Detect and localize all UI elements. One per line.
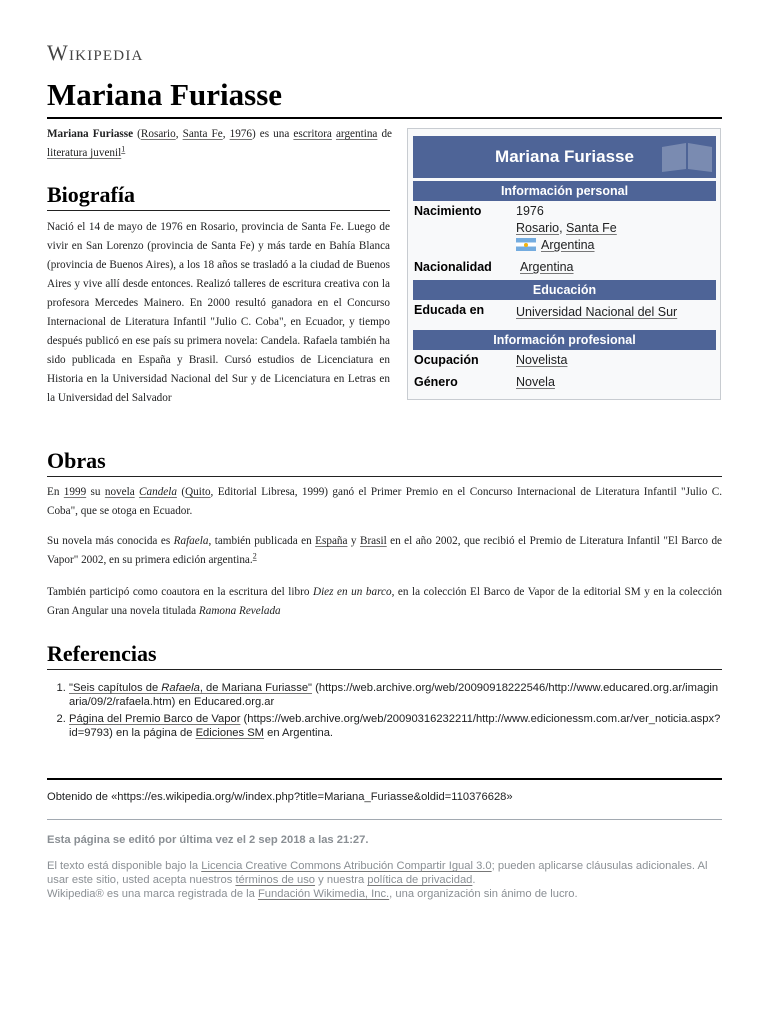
license-text bbox=[47, 859, 722, 901]
license-text-part: El texto está disponible bajo la bbox=[47, 860, 202, 872]
link-argentina[interactable]: argentina bbox=[335, 128, 378, 140]
label-ocupacion: Ocupación bbox=[414, 353, 479, 367]
infobox-section-profesional: Información profesional bbox=[413, 330, 716, 350]
intro-text: ) es una bbox=[251, 128, 294, 140]
separator: , bbox=[559, 221, 567, 235]
link-license[interactable]: Licencia Creative Commons Atribución Compartir Igual 3.0 bbox=[201, 860, 492, 872]
obras-text: , también publicada en bbox=[208, 535, 316, 547]
heading-biografia: Biografía bbox=[47, 181, 390, 211]
title-rafaela: Rafaela bbox=[173, 535, 209, 547]
value-genero bbox=[516, 375, 555, 389]
link-rosario[interactable]: Rosario bbox=[140, 128, 176, 140]
label-genero: Género bbox=[414, 375, 458, 389]
link-novela[interactable]: novela bbox=[104, 486, 135, 498]
heading-referencias: Referencias bbox=[47, 640, 722, 670]
infobox-title: Mariana Furiasse bbox=[495, 147, 634, 166]
value-nacimiento-place bbox=[516, 221, 617, 235]
title-diez-en-un-barco: Diez en un barco bbox=[312, 586, 392, 598]
intro-paragraph bbox=[47, 125, 392, 163]
last-edited: Esta página se editó por última vez el 2 sep 2018 a las 21:27. bbox=[47, 834, 369, 846]
link-novela[interactable]: Novela bbox=[516, 375, 555, 389]
link-literatura-juvenil[interactable]: literatura juvenil bbox=[47, 147, 122, 160]
link-terms-of-use[interactable]: términos de uso bbox=[235, 874, 316, 886]
footer-divider bbox=[47, 819, 722, 820]
infobox-section-educacion: Educación bbox=[413, 280, 716, 300]
link-1976[interactable]: 1976 bbox=[229, 128, 252, 140]
link-argentina[interactable]: Argentina bbox=[520, 260, 574, 274]
infobox bbox=[407, 128, 721, 400]
ref-text: , de Mariana Furiasse" bbox=[199, 682, 313, 694]
value-nacimiento-country bbox=[516, 238, 595, 252]
intro-text: , bbox=[175, 128, 183, 140]
link-argentina[interactable]: Argentina bbox=[541, 238, 595, 252]
obras-paragraph-1 bbox=[47, 483, 722, 521]
value-nacimiento-year: 1976 bbox=[516, 204, 544, 218]
link-espana[interactable]: España bbox=[315, 535, 348, 547]
value-nacionalidad bbox=[520, 260, 574, 274]
heading-obras: Obras bbox=[47, 447, 722, 477]
value-educada-en bbox=[516, 305, 677, 319]
link-novelista[interactable]: Novelista bbox=[516, 353, 568, 367]
reference-item-1 bbox=[69, 681, 722, 709]
obras-text: en el año 2002, que recibió el Premio de Literatura Infantil "El Barco de Vapor" 2002, en su primera edición argentina. bbox=[47, 535, 723, 567]
biografia-paragraph: Nació el 14 de mayo de 1976 en Rosario, provincia de Santa Fe. Luego de vivir en San Lorenzo (provincia de Santa Fe) y más tarde en Bahía Blanca (provincia de Buenos Aires), a los 18 años se trasladó a la ciudad de Buenos Aires y vive allí desde entonces. Realizó talleres de escritura creativa con la profesora Mercedes Mainero. En 2000 resultó ganadora en el Concurso Internacional de Literatura Infantil "Julio C. Coba", en Ecuador, y tiempo después publicó en ese país su primera novela: Candela. Rafaela también ha sido publicada en España y Brasil. Cursó estudios de Licenciatura en Historia en la Universidad Nacional del Sur y de Licenciatura en Letras en la Universidad del Salvador bbox=[47, 221, 390, 404]
value-ocupacion bbox=[516, 353, 567, 367]
page-title: Mariana Furiasse bbox=[47, 76, 722, 119]
retrieved-from: Obtenido de «https://es.wikipedia.org/w/index.php?title=Mariana_Furiasse&oldid=110376628» bbox=[47, 791, 513, 803]
label-nacionalidad: Nacionalidad bbox=[414, 260, 492, 274]
obras-paragraph-3 bbox=[47, 583, 722, 621]
ref-url: (https://web.archive.org/web/20090316232211/http://www.edicionessm.com.ar/ver_noticia.aspx?id=9793) bbox=[69, 713, 721, 739]
link-brasil[interactable]: Brasil bbox=[359, 535, 387, 547]
ref-title: Rafaela bbox=[161, 682, 200, 694]
infobox-heading bbox=[413, 136, 716, 178]
obras-text: También participó como coautora en la escritura del libro bbox=[47, 586, 313, 598]
ref-2-link[interactable]: Página del Premio Barco de Vapor bbox=[69, 713, 241, 725]
link-ediciones-sm[interactable]: Ediciones SM bbox=[195, 727, 264, 739]
label-nacimiento: Nacimiento bbox=[414, 204, 482, 218]
wikipedia-wordmark[interactable]: Wikipedia bbox=[47, 40, 144, 65]
obras-text: , Editorial Libresa, 1999) ganó el Primer Premio en el Concurso Internacional de Literatura Infantil "Julio C. Coba", que se otoga en Ecuador. bbox=[47, 486, 723, 518]
obras-text: , en la colección El Barco de Vapor de la editorial SM y en la colección Gran Angular una novela titulada bbox=[47, 586, 722, 618]
obras-text: su bbox=[86, 486, 105, 498]
ref-1[interactable]: 1 bbox=[121, 144, 126, 154]
obras-text: Su novela más conocida es bbox=[47, 535, 174, 547]
label-educada-en: Educada en bbox=[414, 303, 485, 317]
license-text-part: y nuestra bbox=[315, 874, 368, 886]
link-wikimedia-foundation[interactable]: Fundación Wikimedia, Inc. bbox=[257, 888, 390, 900]
link-candela[interactable]: Candela bbox=[139, 486, 177, 498]
reference-item-2 bbox=[69, 712, 722, 740]
link-quito[interactable]: Quito bbox=[185, 486, 211, 498]
license-text-part: . bbox=[472, 874, 476, 886]
link-rosario[interactable]: Rosario bbox=[516, 221, 560, 235]
ref-1-link[interactable] bbox=[69, 682, 312, 694]
link-1999[interactable]: 1999 bbox=[63, 486, 87, 498]
link-privacy-policy[interactable]: política de privacidad bbox=[367, 874, 473, 886]
link-universidad-nacional-del-sur[interactable]: Universidad Nacional del Sur bbox=[516, 305, 678, 319]
obras-text: ( bbox=[176, 486, 186, 498]
infobox-section-personal: Información personal bbox=[413, 181, 716, 201]
intro-text: ( bbox=[133, 128, 141, 140]
ref-2[interactable]: 2 bbox=[252, 551, 257, 561]
ref-text: en Educared.org.ar bbox=[175, 696, 275, 708]
ref-text: "Seis capítulos de bbox=[69, 682, 162, 694]
subject-name: Mariana Furiasse bbox=[47, 128, 134, 140]
link-santa-fe[interactable]: Santa Fe bbox=[566, 221, 617, 235]
obras-paragraph-2 bbox=[47, 532, 722, 570]
intro-text: de bbox=[377, 128, 393, 140]
references-list bbox=[69, 681, 722, 743]
obras-text: y bbox=[347, 535, 360, 547]
book-icon bbox=[660, 141, 714, 173]
link-santa-fe[interactable]: Santa Fe bbox=[182, 128, 223, 140]
intro-text: , bbox=[222, 128, 230, 140]
obras-text: En bbox=[47, 486, 64, 498]
ref-url: (https://web.archive.org/web/20090918222546/http://www.educared.org.ar/imaginaria/09/2/rafaela.htm) bbox=[69, 682, 719, 708]
trademark-text: Wikipedia® es una marca registrada de la bbox=[47, 888, 258, 900]
license-text-part: ; pueden aplicarse cláusulas adicionales. Al usar este sitio, usted acepta nuestros bbox=[47, 860, 708, 886]
footer-divider bbox=[47, 778, 722, 780]
title-ramona-revelada: Ramona Revelada bbox=[198, 605, 281, 618]
ref-text: en Argentina. bbox=[264, 727, 334, 739]
trademark-text: , una organización sin ánimo de lucro. bbox=[389, 888, 578, 900]
ref-text: en la página de bbox=[112, 727, 196, 739]
link-escritora[interactable]: escritora bbox=[293, 128, 332, 140]
argentina-flag-icon bbox=[516, 238, 536, 251]
